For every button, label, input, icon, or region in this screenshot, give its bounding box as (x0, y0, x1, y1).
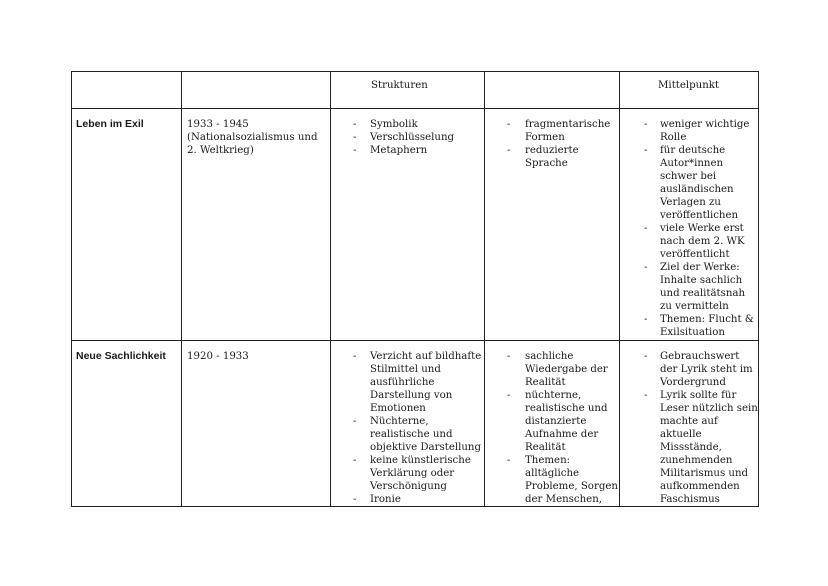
list-item: - Gebrauchswert der Lyrik steht im Vordergrund (644, 351, 753, 388)
list-item: - Symbolik (353, 119, 418, 130)
structure-cell-b (485, 109, 620, 341)
row-label-cell (72, 109, 182, 341)
focus-cell (620, 341, 759, 507)
header-cell-3 (485, 72, 620, 109)
table-row-sachlichkeit (72, 341, 759, 507)
focus-cell (620, 109, 759, 341)
list-item: - Verschlüsselung (353, 132, 455, 143)
list-item: - Ziel der Werke: Inhalte sachlich und realitätsnah zu vermitteln (644, 262, 746, 312)
list-item: - fragmentarische Formen (507, 119, 611, 143)
list-item: - weniger wichtige Rolle (644, 119, 750, 143)
structure-cell-b (485, 341, 620, 507)
list-item: - für deutsche Autor*innen schwer bei ausländischen Verlagen zu veröffentlichen (644, 145, 739, 221)
period-text: 1933 - 1945 (Nationalsozialismus und 2. Weltkrieg) (187, 119, 318, 156)
header-cell-1 (182, 72, 331, 109)
row-label: Leben im Exil (76, 118, 144, 130)
header-cell-mittelpunkt: Mittelpunkt (620, 72, 759, 109)
bullet-list (485, 109, 619, 170)
list-item: - reduzierte Sprache (507, 145, 579, 169)
period-cell (182, 341, 331, 507)
list-item: - viele Werke erst nach dem 2. WK veröffentlicht (644, 223, 745, 260)
bullet-list (620, 341, 758, 506)
list-item: - Lyrik sollte für Leser nützlich sein (644, 390, 758, 414)
list-item: - nüchterne, realistische und distanzierte Aufnahme der Realität (507, 390, 608, 453)
list-item: machte auf aktuelle Missstände, zunehmenden Militarismus und aufkommenden Faschismus (660, 416, 749, 505)
list-item: - keine künstlerische Verklärung oder Verschönigung (353, 455, 471, 492)
bullet-list (331, 341, 484, 506)
row-label-cell (72, 341, 182, 507)
bullet-list (331, 109, 484, 157)
bullet-list (485, 341, 619, 506)
list-item: - sachliche Wiedergabe der Realität (507, 351, 608, 388)
list-item: - Ironie (353, 494, 401, 505)
bullet-list (620, 109, 758, 339)
period-text: 1920 - 1933 (187, 351, 249, 362)
header-cell-strukturen: Strukturen (331, 72, 485, 109)
structure-cell-a (331, 109, 485, 341)
period-cell (182, 109, 331, 341)
literature-comparison-table (71, 71, 759, 507)
list-item: - Themen: alltägliche Probleme, Sorgen der Menschen, (507, 455, 618, 505)
table-header-row (72, 72, 759, 109)
structure-cell-a (331, 341, 485, 507)
header-cell-0 (72, 72, 182, 109)
list-item: - Themen: Flucht & Exilsituation (644, 314, 754, 338)
list-item: - Verzicht auf bildhafte Stilmittel und ausführliche Darstellung von Emotionen (353, 351, 482, 414)
list-item: - Nüchterne, realistische und objektive Darstellung (353, 416, 482, 453)
table-row-exil (72, 109, 759, 341)
list-item: - Metaphern (353, 145, 428, 156)
row-label: Neue Sachlichkeit (76, 350, 166, 362)
